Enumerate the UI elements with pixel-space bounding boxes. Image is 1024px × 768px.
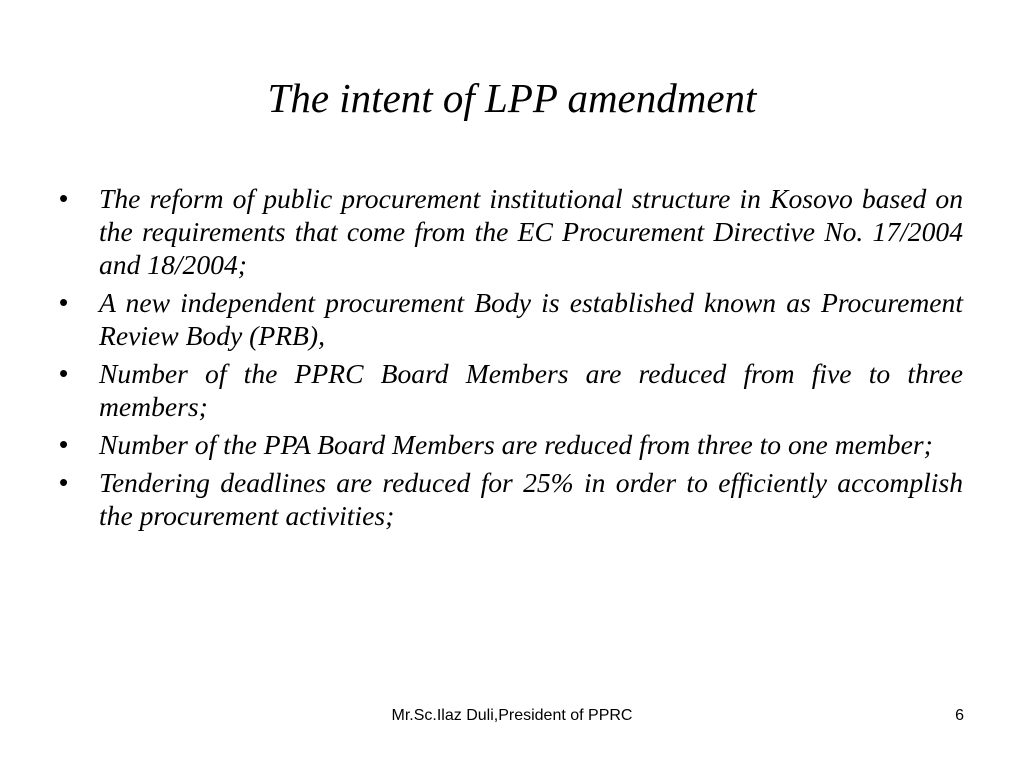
bullet-icon: • (59, 467, 69, 497)
bullet-item (55, 428, 963, 461)
slide-title: The intent of LPP amendment (267, 75, 757, 121)
bullet-text: Number of the PPA Board Members are reduced from three to one member; (99, 429, 933, 460)
bullet-icon: • (59, 183, 69, 213)
page-number: 6 (955, 707, 964, 724)
bullet-item (55, 182, 963, 281)
bullet-icon: • (59, 429, 69, 459)
bullet-item (55, 357, 963, 423)
bullet-icon: • (59, 287, 69, 317)
bullet-list (55, 182, 963, 537)
bullet-icon: • (59, 358, 69, 388)
bullet-text: Tendering deadlines are reduced for 25% in order to efficiently accomplish the procurement activities; (99, 467, 963, 531)
bullet-text: Number of the PPRC Board Members are reduced from five to three members; (99, 358, 963, 422)
bullet-item (55, 286, 963, 352)
bullet-item (55, 466, 963, 532)
bullet-text: A new independent procurement Body is established known as Procurement Review Body (PRB), (99, 287, 963, 351)
bullet-text: The reform of public procurement institutional structure in Kosovo based on the requirements that come from the EC Procurement Directive No. 17/2004 and 18/2004; (99, 183, 963, 280)
slide-footer: Mr.Sc.Ilaz Duli,President of PPRC (391, 707, 633, 724)
